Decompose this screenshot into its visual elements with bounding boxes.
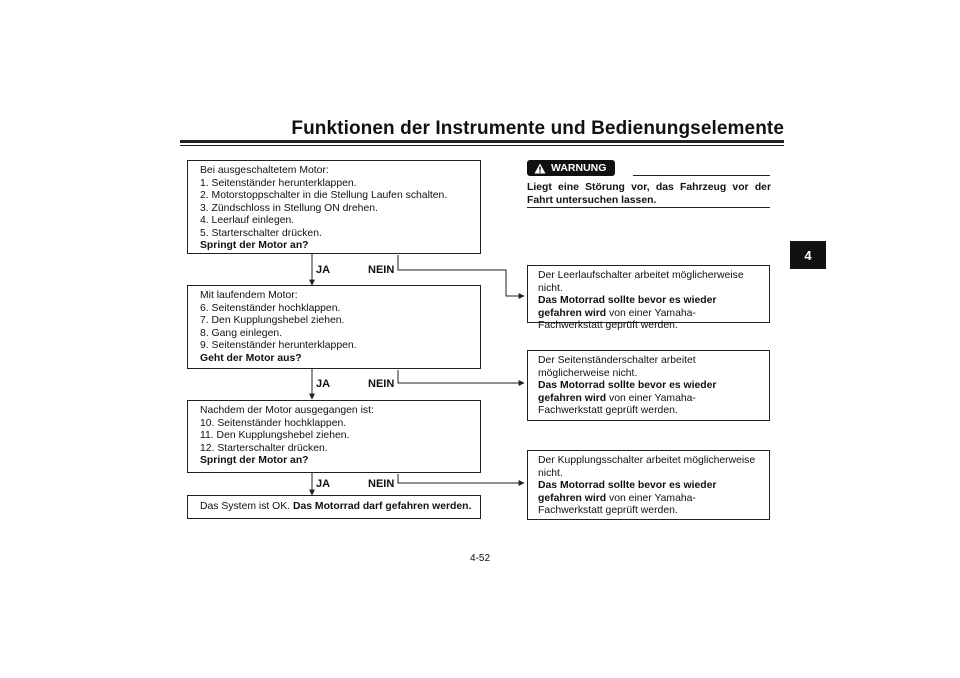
step3-line: 11. Den Kupplungshebel ziehen. — [200, 430, 350, 441]
result-text: Der Kupplungsschalter arbeitet möglicherweise nicht. — [538, 455, 756, 479]
step2-question: Geht der Motor aus? — [200, 352, 302, 364]
step-box-2 — [187, 285, 481, 369]
warning-text: Liegt eine Störung vor, das Fahrzeug vor der Fahrt untersuchen lassen. — [527, 182, 771, 206]
step3-line: 12. Starterschalter drücken. — [200, 442, 328, 454]
step3-line: Nachdem der Motor ausgegangen ist: — [200, 405, 374, 416]
warning-bottom-rule — [527, 207, 770, 208]
step1-line: 1. Seitenständer herunterklappen. — [200, 177, 357, 189]
step3-question: Springt der Motor an? — [200, 455, 309, 466]
no-label-1: NEIN — [368, 264, 395, 276]
yes-label-2: JA — [316, 378, 331, 390]
step3-line: 10. Seitenständer hochklappen. — [200, 417, 347, 429]
yes-label-1: JA — [316, 264, 331, 276]
page-number: 4-52 — [469, 553, 490, 564]
step2-line: 6. Seitenständer hochklappen. — [200, 302, 341, 314]
step2-line: 7. Den Kupplungshebel ziehen. — [200, 315, 345, 326]
step1-line: 3. Zündschloss in Stellung ON drehen. — [200, 202, 378, 214]
result-box-clutch-switch — [527, 450, 770, 520]
step1-line: 2. Motorstoppschalter in die Stellung Laufen schalten. — [200, 190, 448, 201]
warning-badge-label: WARNUNG — [551, 162, 607, 174]
chapter-tab[interactable]: 4 — [790, 241, 826, 269]
step2-line: 8. Gang einlegen. — [200, 327, 283, 339]
yes-label-3: JA — [316, 478, 331, 490]
final-box — [187, 495, 481, 519]
result-text-bold: Das Motorrad sollte bevor es wieder gefahren wird — [538, 480, 717, 504]
step1-line: 5. Starterschalter drücken. — [200, 227, 322, 239]
warning-triangle-icon — [534, 163, 546, 174]
result-text-rest: von einer Yamaha-Fachwerkstatt geprüft werden. — [538, 307, 696, 331]
step2-line: Mit laufendem Motor: — [200, 290, 298, 301]
page-title: Funktionen der Instrumente und Bedienungselemente — [291, 118, 784, 139]
no-label-3: NEIN — [368, 478, 395, 490]
step-box-1 — [187, 160, 481, 254]
result-text-bold: Das Motorrad sollte bevor es wieder gefahren wird — [538, 295, 717, 319]
result-text: Der Leerlaufschalter arbeitet möglicherweise nicht. — [538, 270, 744, 294]
result-box-sidestand-switch — [527, 350, 770, 421]
result-text-bold: Das Motorrad sollte bevor es wieder gefahren wird — [538, 380, 717, 404]
step1-question: Springt der Motor an? — [200, 240, 309, 251]
result-text-rest: von einer Yamaha-Fachwerkstatt geprüft werden. — [538, 492, 696, 516]
step1-line: 4. Leerlauf einlegen. — [200, 215, 295, 226]
warning-badge — [527, 160, 615, 176]
no-connector-3 — [398, 474, 524, 483]
result-text-rest: von einer Yamaha-Fachwerkstatt geprüft werden. — [538, 392, 696, 416]
final-text: Das System ist OK. — [200, 500, 293, 512]
final-text-bold: Das Motorrad darf gefahren werden. — [292, 500, 472, 512]
step1-line: Bei ausgeschaltetem Motor: — [200, 165, 329, 176]
step2-line: 9. Seitenständer herunterklappen. — [200, 340, 357, 351]
no-connector-2 — [398, 370, 524, 383]
step-box-3 — [187, 400, 481, 473]
result-box-neutral-switch — [527, 265, 770, 331]
result-text: Der Seitenständerschalter arbeitet möglicherweise nicht. — [538, 355, 696, 379]
warning-top-rule — [633, 175, 770, 176]
no-label-2: NEIN — [368, 378, 395, 390]
